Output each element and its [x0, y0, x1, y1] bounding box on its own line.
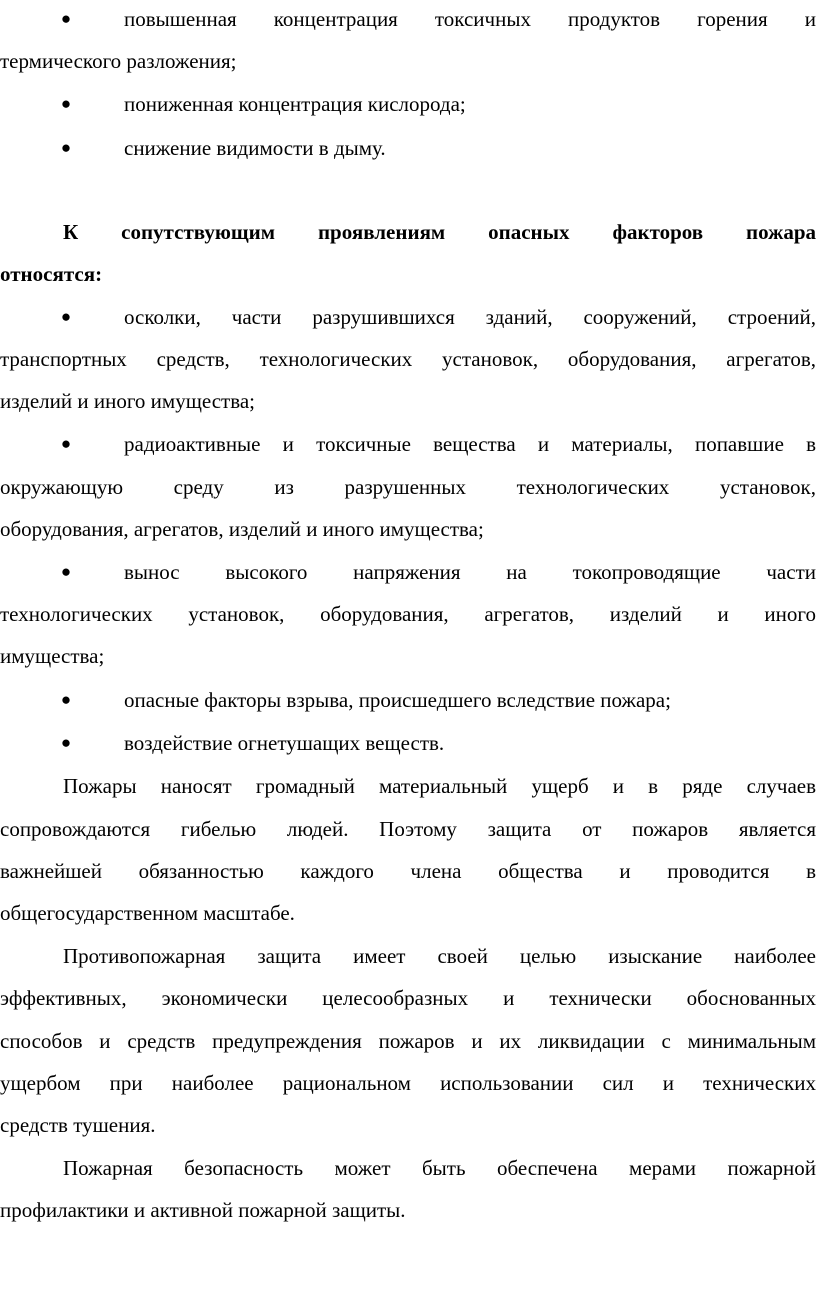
bullet-icon: ● — [60, 690, 72, 709]
paragraph-fire-safety — [0, 1147, 816, 1189]
list-item-explosion — [0, 679, 816, 721]
list-item-low-oxygen — [0, 83, 816, 125]
paragraph-line: Пожары наносят громадный материальный ущерб и в ряде случаев — [63, 774, 816, 798]
list-item-continuation: технологических установок, оборудования, агрегатов, изделий и иного — [0, 602, 816, 626]
paragraph-line: Пожарная безопасность может быть обеспечена мерами пожарной — [63, 1156, 816, 1180]
list-item-debris — [0, 296, 816, 338]
list-item-continuation: имущества; — [0, 644, 105, 668]
list-item-text: повышенная концентрация токсичных продуктов горения и — [124, 7, 816, 31]
list-item-high-voltage — [0, 551, 816, 593]
paragraph-line: общегосударственном масштабе. — [0, 901, 295, 925]
paragraph-line: способов и средств предупреждения пожаров и их ликвидации с минимальным — [0, 1029, 816, 1053]
bullet-icon: ● — [60, 434, 72, 453]
list-item-text: снижение видимости в дыму. — [124, 136, 386, 160]
paragraph-line: сопровождаются гибелью людей. Поэтому защита от пожаров является — [0, 817, 816, 841]
paragraph-line: Противопожарная защита имеет своей целью изыскание наиболее — [63, 944, 816, 968]
paragraph-line: профилактики и активной пожарной защиты. — [0, 1198, 406, 1222]
list-item-extinguishing-agents — [0, 722, 816, 764]
section-heading-line-1: К сопутствующим проявлениям опасных факторов пожара — [63, 220, 816, 244]
list-item-text: пониженная концентрация кислорода; — [124, 92, 466, 116]
paragraph-fire-protection — [0, 935, 816, 977]
paragraph-line: средств тушения. — [0, 1113, 156, 1137]
bullet-icon: ● — [60, 562, 72, 581]
list-item-text: вынос высокого напряжения на токопроводящие части — [124, 560, 816, 584]
bullet-icon: ● — [60, 9, 72, 28]
bullet-icon: ● — [60, 138, 72, 157]
bullet-icon: ● — [60, 307, 72, 326]
bullet-icon: ● — [60, 94, 72, 113]
list-item-text: опасные факторы взрыва, происшедшего вследствие пожара; — [124, 688, 671, 712]
list-item-visibility — [0, 127, 816, 169]
list-item-continuation: термического разложения; — [0, 49, 237, 73]
list-item-toxic-products — [0, 0, 816, 40]
list-item-continuation: окружающую среду из разрушенных технологических установок, — [0, 475, 816, 499]
section-heading — [0, 211, 816, 253]
paragraph-line: ущербом при наиболее рациональном использовании сил и технических — [0, 1071, 816, 1095]
list-item-continuation: транспортных средств, технологических установок, оборудования, агрегатов, — [0, 347, 816, 371]
list-item-continuation: изделий и иного имущества; — [0, 389, 256, 413]
paragraph-damage — [0, 765, 816, 807]
list-item-radioactive — [0, 423, 816, 465]
bullet-icon: ● — [60, 733, 72, 752]
list-item-text: воздействие огнетушащих веществ. — [124, 731, 445, 755]
list-item-continuation: оборудования, агрегатов, изделий и иного имущества; — [0, 517, 484, 541]
section-heading-line-2: относятся: — [0, 262, 103, 286]
list-item-text: радиоактивные и токсичные вещества и материалы, попавшие в — [124, 432, 816, 456]
paragraph-line: эффективных, экономически целесообразных и технически обоснованных — [0, 986, 816, 1010]
list-item-text: осколки, части разрушившихся зданий, сооружений, строений, — [124, 305, 816, 329]
paragraph-line: важнейшей обязанностью каждого члена общества и проводится в — [0, 859, 816, 883]
